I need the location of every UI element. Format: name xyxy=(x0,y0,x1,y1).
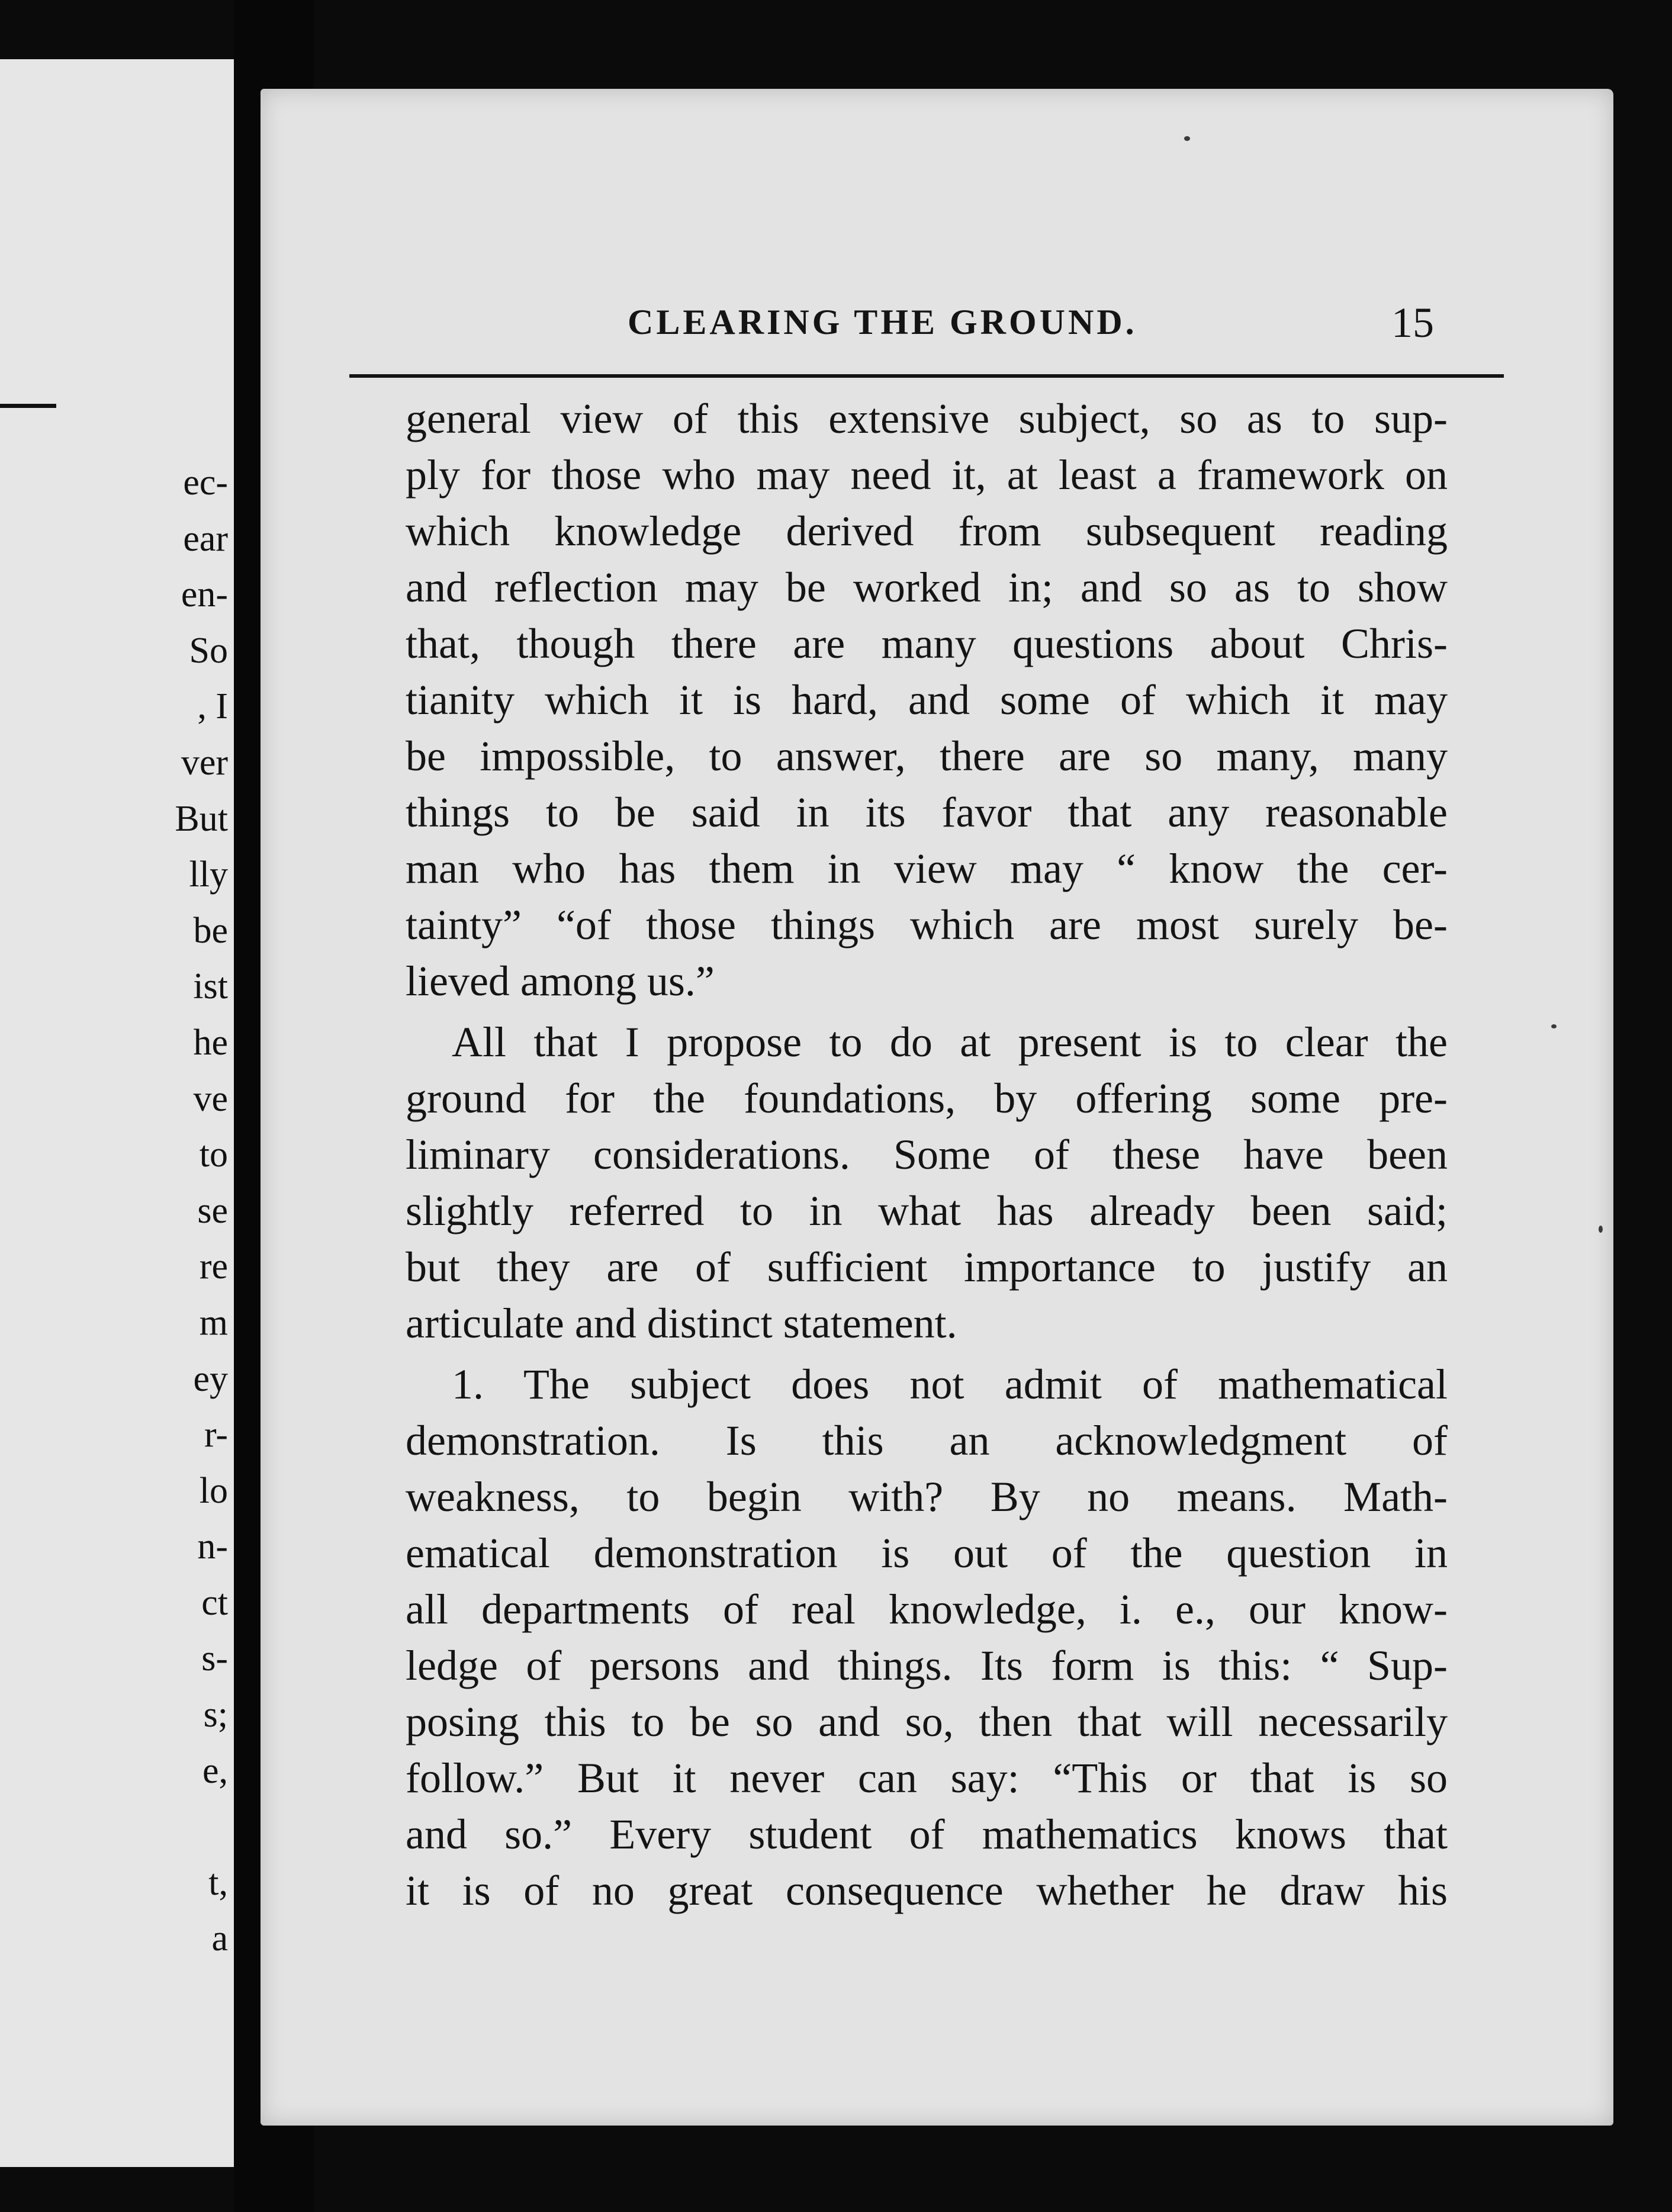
left-page-fragment: s- xyxy=(201,1638,228,1679)
text-line: but they are of sufficient importance to justify an xyxy=(406,1243,1448,1291)
left-page-fragment: ec- xyxy=(183,462,228,503)
text-line: lieved among us.” xyxy=(406,957,715,1005)
text-line: and reflection may be worked in; and so as to show xyxy=(406,564,1448,611)
text-line: ledge of persons and things. Its form is this: “ Sup- xyxy=(406,1642,1448,1689)
text-line: slightly referred to in what has already been said; xyxy=(406,1187,1448,1234)
text-line: and so.” Every student of mathematics knows that xyxy=(406,1811,1448,1858)
text-line: things to be said in its favor that any reasonable xyxy=(406,789,1448,836)
paragraph-gap xyxy=(406,1352,1448,1356)
body-text xyxy=(406,391,1448,1919)
left-page-fragment: ey xyxy=(193,1358,228,1399)
left-page-fragment: But xyxy=(175,798,228,839)
left-page-fragment: t, xyxy=(208,1862,228,1903)
paper-speck xyxy=(1551,1024,1557,1028)
header-rule xyxy=(349,374,1504,378)
text-line: posing this to be so and so, then that will necessarily xyxy=(406,1698,1448,1745)
left-page-fragment: be xyxy=(193,910,228,951)
text-line: demonstration. Is this an acknowledgment of xyxy=(406,1417,1448,1464)
text-line: be impossible, to answer, there are so many, many xyxy=(406,732,1448,780)
text-line: which knowledge derived from subsequent reading xyxy=(406,507,1448,555)
left-page-fragment: r- xyxy=(204,1414,228,1455)
left-page-fragment: So xyxy=(189,630,228,671)
left-page-fragment: re xyxy=(199,1246,228,1287)
text-line: man who has them in view may “ know the cer- xyxy=(406,845,1448,892)
left-page-fragment: lo xyxy=(199,1470,228,1511)
text-line: ground for the foundations, by offering some pre- xyxy=(406,1075,1448,1122)
left-page-fragment: e, xyxy=(202,1750,228,1791)
left-page-fragment: s; xyxy=(203,1695,228,1735)
text-line: 1. The subject does not admit of mathematical xyxy=(452,1361,1448,1408)
left-page-fragment: ver xyxy=(181,742,228,783)
left-page-fragment: a xyxy=(211,1918,228,1959)
paragraph-gap xyxy=(406,1009,1448,1014)
paper-speck xyxy=(1184,136,1190,141)
left-page-fragment: ve xyxy=(193,1078,228,1119)
left-page-fragment: ct xyxy=(201,1582,228,1623)
text-line: general view of this extensive subject, so as to sup- xyxy=(406,395,1448,442)
left-page-fragment: en- xyxy=(181,574,228,615)
text-line: ematical demonstration is out of the question in xyxy=(406,1529,1448,1577)
text-line: liminary considerations. Some of these have been xyxy=(406,1131,1448,1178)
left-page xyxy=(0,59,236,2167)
left-page-fragment: ear xyxy=(183,518,228,559)
text-line: all departments of real knowledge, i. e., our know- xyxy=(406,1586,1448,1633)
left-page-fragment: , I xyxy=(197,686,228,727)
text-line: ply for those who may need it, at least a framework on xyxy=(406,451,1448,499)
left-page-fragment: ist xyxy=(193,966,228,1007)
text-line: that, though there are many questions about Chris- xyxy=(406,620,1448,667)
right-page xyxy=(261,89,1613,2126)
left-page-fragment: he xyxy=(193,1022,228,1063)
left-page-fragment: to xyxy=(199,1134,228,1175)
text-line: follow.” But it never can say: “This or that is so xyxy=(406,1754,1448,1802)
left-page-fragment: m xyxy=(199,1302,228,1343)
running-head: CLEARING THE GROUND. xyxy=(628,303,1137,342)
text-line: it is of no great consequence whether he draw his xyxy=(406,1867,1448,1914)
text-line: tianity which it is hard, and some of which it may xyxy=(406,676,1448,724)
left-page-fragment: lly xyxy=(189,854,228,895)
page-number: 15 xyxy=(1391,299,1434,346)
text-line: tainty” “of those things which are most surely be- xyxy=(406,901,1448,949)
paper-speck xyxy=(1599,1226,1603,1233)
left-page-fragment xyxy=(133,1799,228,1855)
left-page-header-rule xyxy=(0,404,56,408)
text-line: weakness, to begin with? By no means. Math- xyxy=(406,1473,1448,1520)
left-page-fragment: n- xyxy=(197,1526,228,1567)
page-header xyxy=(628,299,1468,355)
left-page-text-fragments xyxy=(133,455,228,1967)
text-line: articulate and distinct statement. xyxy=(406,1300,957,1347)
left-page-fragment: se xyxy=(197,1190,228,1231)
text-line: All that I propose to do at present is to clear the xyxy=(452,1018,1448,1066)
